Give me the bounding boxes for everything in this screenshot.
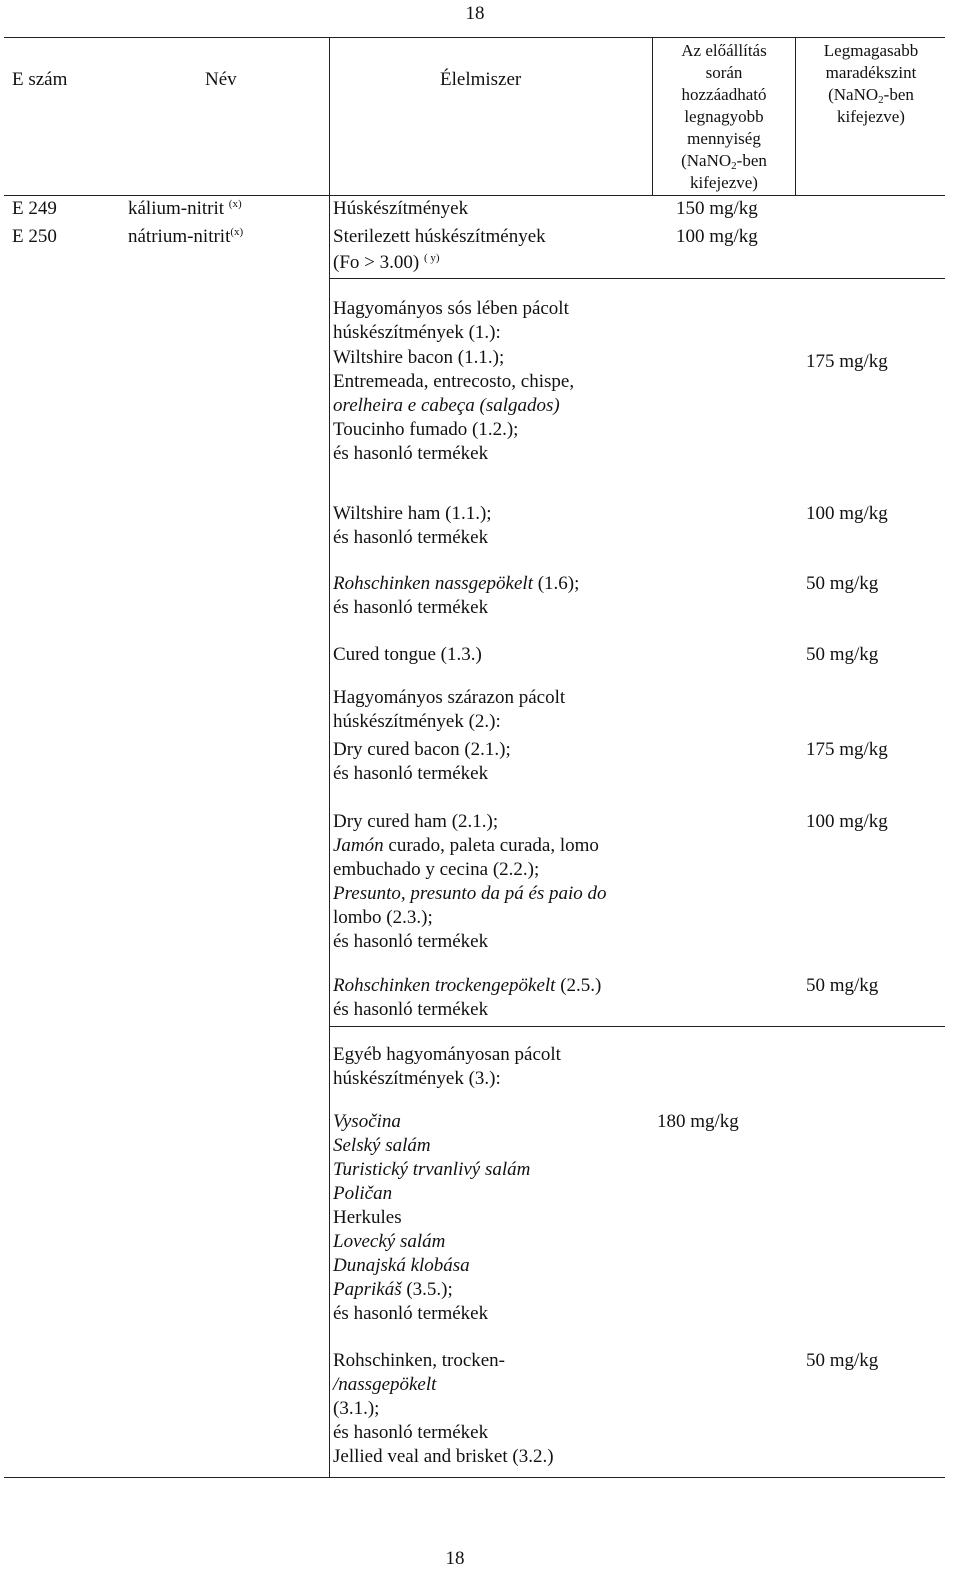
dry-heading: Hagyományos szárazon pácolt húskészítmények (2.): (333, 687, 566, 732)
residual-100-a: 100 mg/kg (806, 503, 888, 524)
sodium-nitrite-name: nátrium-nitrit$^{(x)}$ (128, 226, 244, 247)
table-top-border (4, 37, 945, 38)
sterilised-added: 100 mg/kg (676, 226, 758, 247)
added-180: 180 mg/kg (657, 1111, 739, 1132)
wiltshire-ham: Wiltshire ham (1.1.); és hasonló termékek (333, 503, 492, 548)
header-e-number: E szám (12, 69, 68, 90)
meat-products-added: 150 mg/kg (676, 198, 758, 219)
cured-tongue: Cured tongue (1.3.) (333, 644, 482, 665)
sterilised-fo: (Fo > 3.00) $^{( y)}$ (333, 252, 440, 273)
header-name: Név (205, 69, 237, 90)
residual-50-b: 50 mg/kg (806, 644, 879, 665)
page-number-top: 18 (465, 3, 485, 24)
header-food: Élelmiszer (440, 69, 522, 90)
e249-code: E 249 (12, 198, 57, 219)
sterilised-products: Sterilezett húskészítmények (333, 226, 546, 247)
rohschinken-nass: Rohschinken nassgepökelt (1.6); és hasonló termékek (333, 573, 580, 618)
residual-175-b: 175 mg/kg (806, 739, 888, 760)
rohschinken-trocken: Rohschinken trockengepökelt (2.5.) és hasonló termékek (333, 975, 602, 1020)
header-max-residual: Legmagasabb maradékszint (NaNO$_2$-ben kifejezve) (823, 41, 919, 126)
dry-cured-ham-list: Dry cured ham (2.1.); Jamón curado, paleta curada, lomo embuchado y cecina (2.2.); Presunto, presunto da pá és paio do lombo (2.3.); és hasonló termékek (333, 811, 607, 952)
header-bottom-border (4, 195, 945, 196)
residual-175-a: 175 mg/kg (806, 351, 888, 372)
residual-50-c: 50 mg/kg (806, 975, 879, 996)
residual-100-b: 100 mg/kg (806, 811, 888, 832)
row-divider (329, 1026, 945, 1027)
residual-50-d: 50 mg/kg (806, 1350, 879, 1371)
brine-products-list: Wiltshire bacon (1.1.); Entremeada, entrecosto, chispe, orelheira e cabeça (salgados) Toucinho fumado (1.2.); és hasonló termékek (333, 347, 575, 464)
meat-products: Húskészítmények (333, 198, 469, 219)
row-divider (329, 278, 945, 279)
dry-cured-bacon: Dry cured bacon (2.1.); és hasonló termékek (333, 739, 511, 784)
rohschinken-trocken-nass-list: Rohschinken, trocken- /nassgepökelt (3.1.); és hasonló termékek Jellied veal and brisket (3.2.) (333, 1350, 554, 1467)
table-bottom-border (4, 1477, 945, 1478)
header-max-added: Az előállítás során hozzáadható legnagyobb mennyiség (NaNO$_2$-ben kifejezve) (681, 41, 767, 192)
column-divider (329, 37, 330, 1478)
page-number-bottom: 18 (445, 1548, 465, 1569)
brine-heading: Hagyományos sós lében pácolt húskészítmények (1.): (333, 298, 569, 343)
other-heading: Egyéb hagyományosan pácolt húskészítmények (3.): (333, 1044, 561, 1089)
other-products-list: Vysočina Selský salám Turistický trvanlivý salám Poličan Herkules Lovecký salám Dunajská klobása Paprikáš (3.5.); és hasonló termékek (333, 1111, 531, 1324)
e250-code: E 250 (12, 226, 57, 247)
potassium-nitrite-name: kálium-nitrit $^{(x)}$ (128, 198, 242, 219)
residual-50-a: 50 mg/kg (806, 573, 879, 594)
